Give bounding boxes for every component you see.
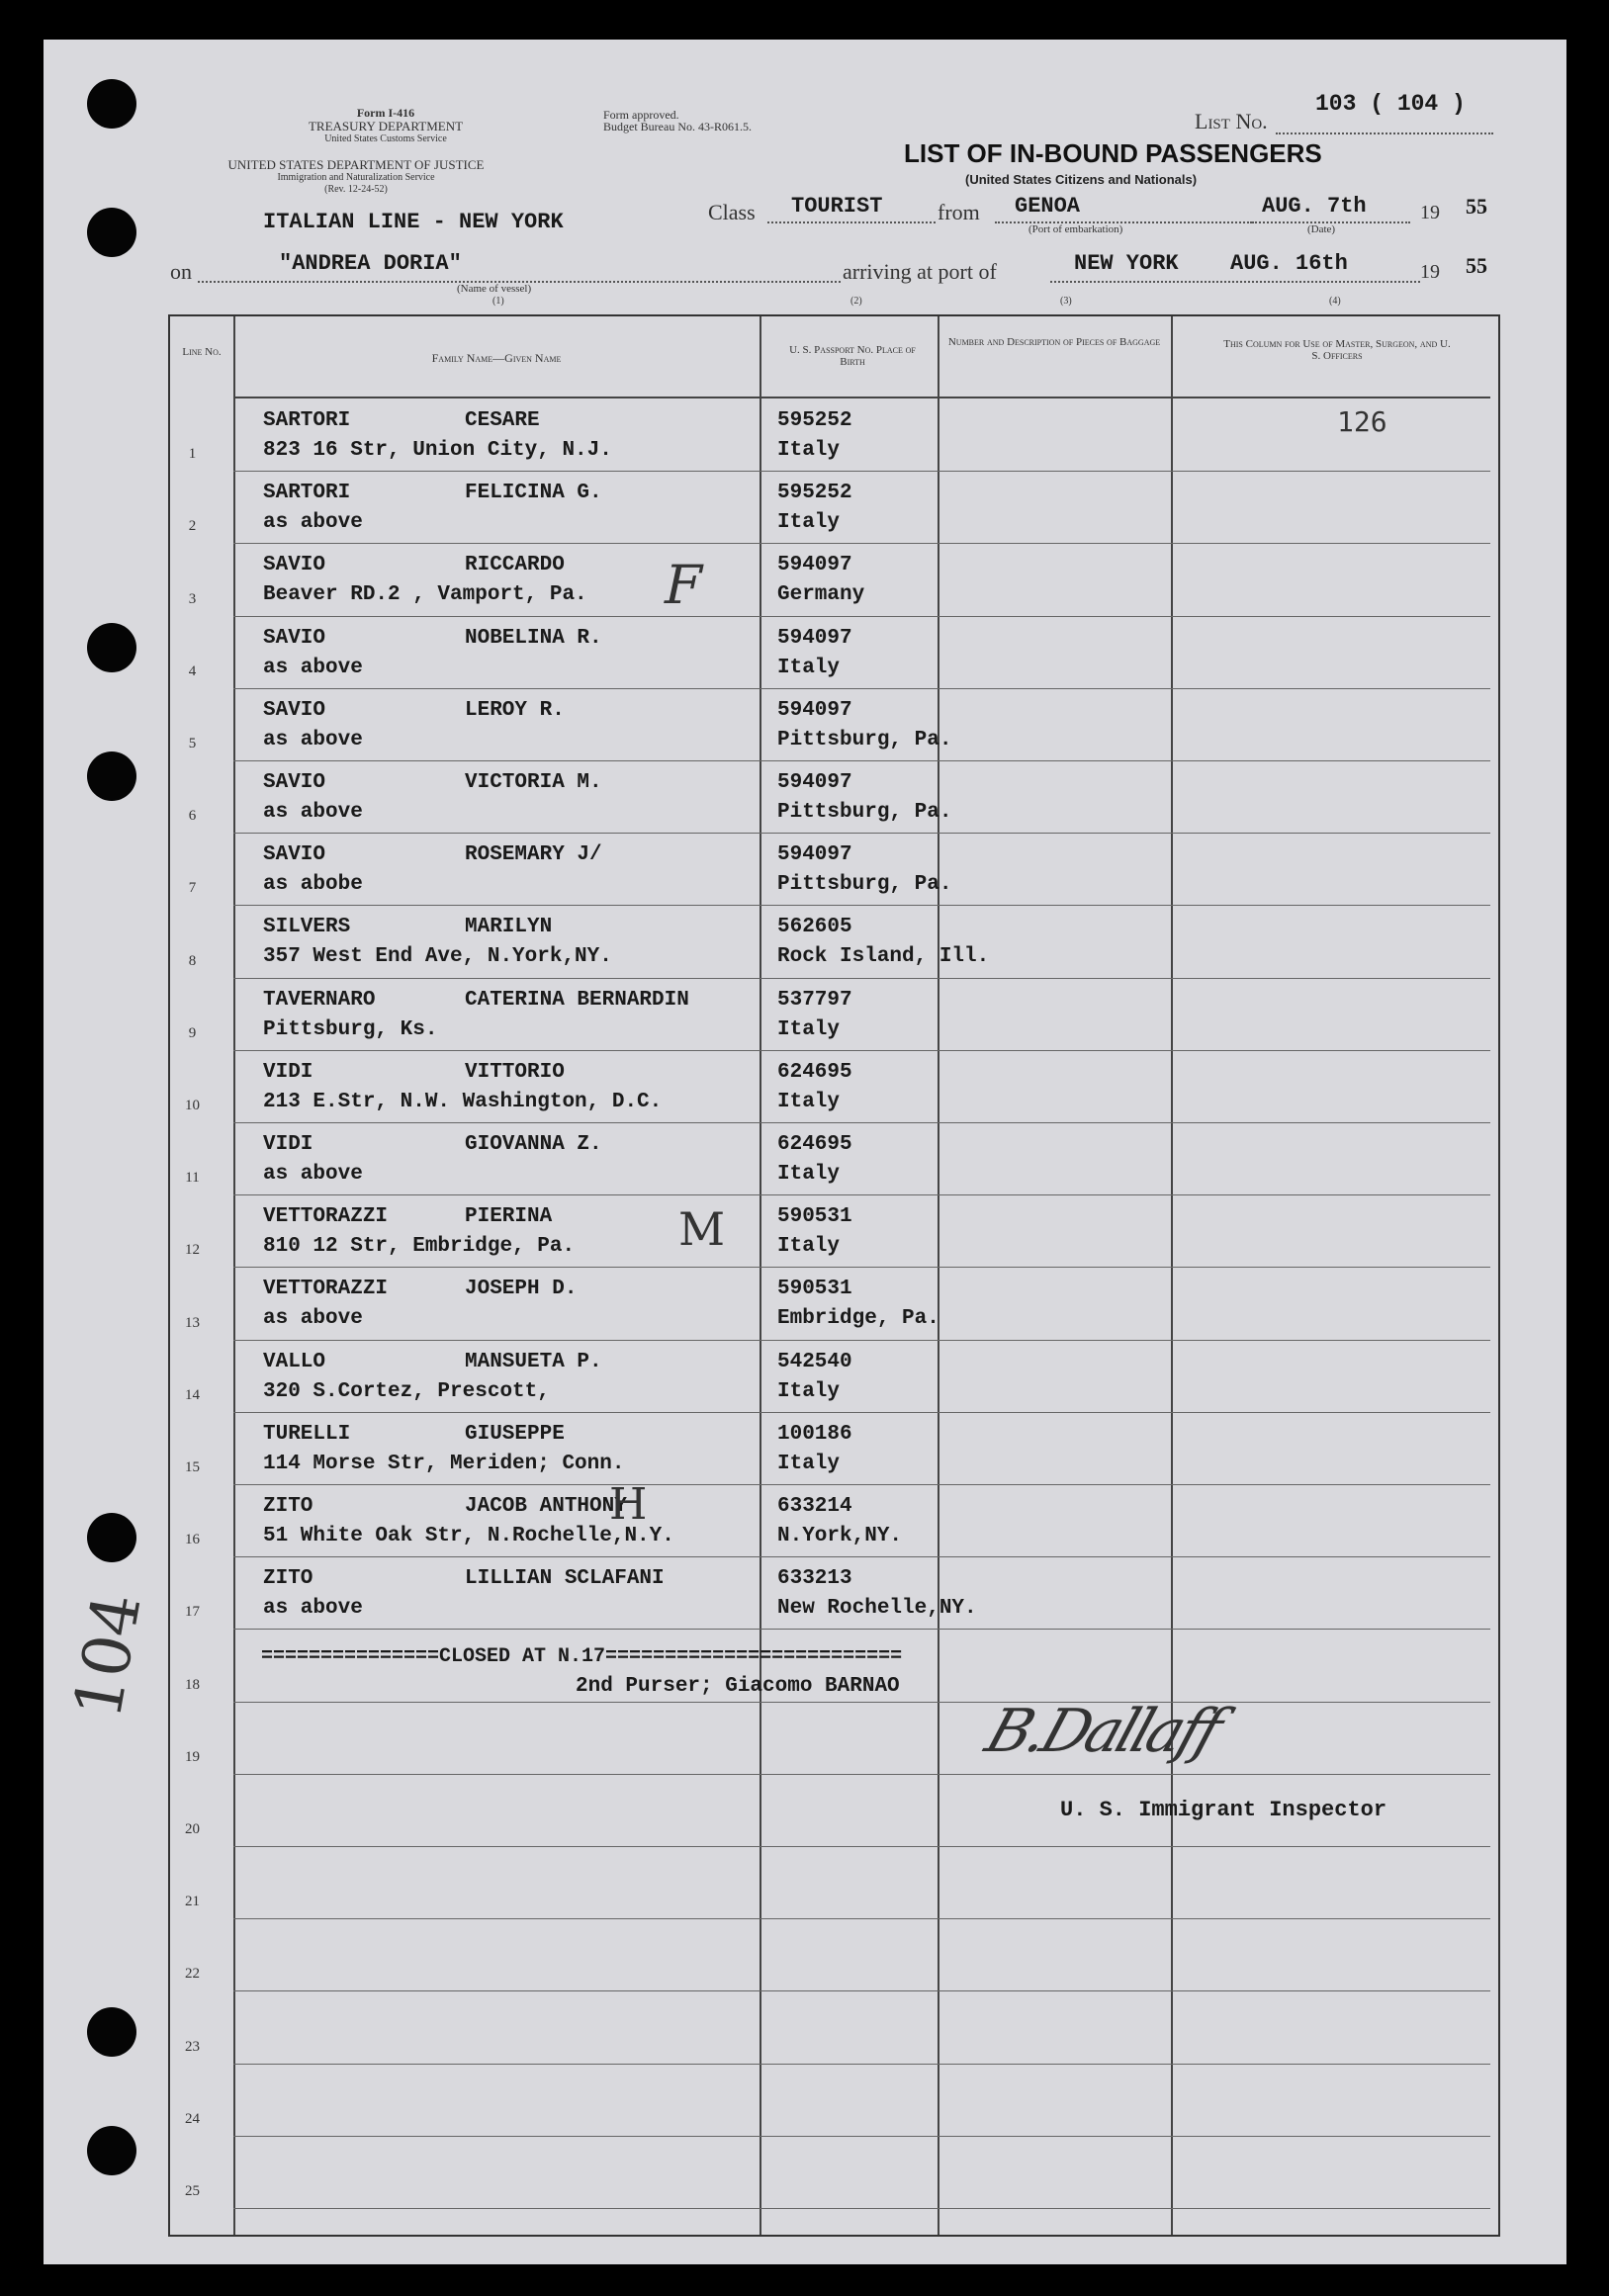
binder-hole xyxy=(87,1513,136,1562)
purser-signature: 2nd Purser; Giacomo BARNAO xyxy=(576,1675,900,1698)
line-number: 23 xyxy=(185,2038,200,2055)
place-of-birth: New Rochelle,NY. xyxy=(777,1597,977,1621)
place-of-birth: Italy xyxy=(777,1163,841,1186)
binder-hole xyxy=(87,2126,136,2175)
address: 320 S.Cortez, Prescott, xyxy=(263,1379,550,1403)
line-number: 21 xyxy=(185,1894,200,1910)
arrival-date: AUG. 16th xyxy=(1230,251,1348,276)
given-name: ROSEMARY J/ xyxy=(465,843,602,867)
form-title: LIST OF IN-BOUND PASSENGERS xyxy=(904,138,1322,168)
given-name: RICCARDO xyxy=(465,554,565,577)
family-name: SAVIO xyxy=(263,626,326,650)
table-row xyxy=(170,1051,1498,1123)
passport-number: 624695 xyxy=(777,1133,852,1156)
table-row xyxy=(170,761,1498,834)
address: as above xyxy=(263,1597,363,1621)
arrival-year: 55 xyxy=(1466,253,1487,278)
address: as above xyxy=(263,511,363,535)
handwritten-mark-h: H xyxy=(609,1479,648,1530)
line-number: 20 xyxy=(185,1820,200,1837)
table-row xyxy=(170,834,1498,906)
family-name: SAVIO xyxy=(263,771,326,794)
table-row xyxy=(170,1919,1498,1991)
inspector-signature: B.Dallaff xyxy=(977,1697,1227,1766)
address: as above xyxy=(263,801,363,824)
arriving-label: arriving at port of xyxy=(843,259,997,284)
given-name: LILLIAN SCLAFANI xyxy=(465,1567,665,1591)
place-of-birth: Italy xyxy=(777,439,841,462)
address: 823 16 Str, Union City, N.J. xyxy=(263,439,612,462)
line-number: 12 xyxy=(185,1242,200,1259)
place-of-birth: N.York,NY. xyxy=(777,1525,903,1547)
vessel-label: (Name of vessel) xyxy=(457,283,532,295)
line-number: 13 xyxy=(185,1314,200,1331)
table-row xyxy=(170,2065,1498,2137)
passport-number: 562605 xyxy=(777,916,852,939)
col-header-passport: U. S. Passport No. Place of Birth xyxy=(789,344,916,368)
margin-note: 104 xyxy=(59,1587,156,1724)
place-of-birth: Italy xyxy=(777,1017,841,1041)
inspector-title: U. S. Immigrant Inspector xyxy=(1060,1798,1387,1822)
budget-bureau: Budget Bureau No. 43-R061.5. xyxy=(603,120,752,133)
passport-number: 594097 xyxy=(777,554,852,577)
table-row xyxy=(170,1557,1498,1630)
family-name: VIDI xyxy=(263,1133,313,1156)
vessel-name: "ANDREA DORIA" xyxy=(279,251,462,276)
given-name: CESARE xyxy=(465,409,540,432)
family-name: VETTORAZZI xyxy=(263,1205,389,1229)
arrival-port: NEW YORK xyxy=(1074,251,1179,276)
line-number: 25 xyxy=(185,2182,200,2199)
family-name: ZITO xyxy=(263,1567,313,1591)
col-number-2: (2) xyxy=(850,296,862,307)
given-name: MARILYN xyxy=(465,916,553,939)
line-number: 10 xyxy=(185,1097,200,1113)
address: 51 White Oak Str, N.Rochelle,N.Y. xyxy=(263,1525,674,1547)
address: as above xyxy=(263,1307,363,1331)
line-number: 3 xyxy=(188,590,197,607)
given-name: JOSEPH D. xyxy=(465,1278,578,1301)
address: as abobe xyxy=(263,873,363,897)
travel-class: TOURIST xyxy=(791,194,883,219)
list-no: 103 ( 104 ) xyxy=(1315,91,1466,117)
line-number: 17 xyxy=(185,1604,200,1621)
passport-number: 590531 xyxy=(777,1278,852,1301)
family-name: SAVIO xyxy=(263,554,326,577)
col-header-line: Line No. xyxy=(182,346,222,358)
passport-number: 594097 xyxy=(777,626,852,650)
line-number: 7 xyxy=(188,880,197,897)
handwritten-mark-m: M xyxy=(678,1202,726,1256)
line-number: 22 xyxy=(185,1966,200,1983)
ins-service: Immigration and Naturalization Service xyxy=(277,172,435,183)
given-name: JACOB ANTHONY xyxy=(465,1495,627,1518)
family-name: TAVERNARO xyxy=(263,988,376,1012)
given-name: GIOVANNA Z. xyxy=(465,1133,602,1156)
justice-dept: UNITED STATES DEPARTMENT OF JUSTICE xyxy=(227,157,485,172)
place-of-birth: Pittsburg, Pa. xyxy=(777,873,952,897)
table-row xyxy=(170,1703,1498,1775)
address: Beaver RD.2 , Vamport, Pa. xyxy=(263,583,587,607)
customs-service: United States Customs Service xyxy=(324,133,447,144)
port-label: (Port of embarkation) xyxy=(1028,223,1123,235)
address: 810 12 Str, Embridge, Pa. xyxy=(263,1235,576,1259)
port-of-embarkation: GENOA xyxy=(1015,194,1081,219)
binder-hole xyxy=(87,208,136,257)
given-name: GIUSEPPE xyxy=(465,1422,565,1446)
col-header-name: Family Name—Given Name xyxy=(431,351,562,365)
table-row xyxy=(170,1847,1498,1919)
family-name: SAVIO xyxy=(263,698,326,722)
passport-number: 633214 xyxy=(777,1495,852,1518)
address: 213 E.Str, N.W. Washington, D.C. xyxy=(263,1090,663,1113)
family-name: VALLO xyxy=(263,1350,326,1373)
binder-hole xyxy=(87,2007,136,2057)
col-number-1: (1) xyxy=(492,296,504,307)
passport-number: 100186 xyxy=(777,1422,852,1446)
passport-number: 595252 xyxy=(777,482,852,505)
given-name: MANSUETA P. xyxy=(465,1350,602,1373)
table-row xyxy=(170,1123,1498,1195)
given-name: VITTORIO xyxy=(465,1060,565,1084)
family-name: SAVIO xyxy=(263,843,326,867)
family-name: VETTORAZZI xyxy=(263,1278,389,1301)
address: Pittsburg, Ks. xyxy=(263,1017,438,1041)
address: 114 Morse Str, Meriden; Conn. xyxy=(263,1452,625,1475)
arrival-year-prefix: 19 xyxy=(1420,261,1440,283)
passport-number: 594097 xyxy=(777,771,852,794)
passport-number: 595252 xyxy=(777,409,852,432)
family-name: SARTORI xyxy=(263,409,351,432)
given-name: CATERINA BERNARDIN xyxy=(465,988,689,1012)
date-label: (Date) xyxy=(1307,223,1336,235)
given-name: VICTORIA M. xyxy=(465,771,602,794)
family-name: VIDI xyxy=(263,1060,313,1084)
place-of-birth: Embridge, Pa. xyxy=(777,1307,939,1331)
col-number-3: (3) xyxy=(1060,296,1072,307)
binder-hole xyxy=(87,623,136,672)
line-number: 9 xyxy=(188,1024,197,1041)
form-subtitle: (United States Citizens and Nationals) xyxy=(965,172,1198,187)
line-number: 18 xyxy=(185,1676,200,1693)
line-number: 24 xyxy=(185,2110,200,2127)
line-number: 14 xyxy=(185,1386,200,1403)
table-row xyxy=(170,544,1498,616)
place-of-birth: Italy xyxy=(777,511,841,535)
table-row xyxy=(170,1485,1498,1557)
place-of-birth: Italy xyxy=(777,656,841,679)
given-name: FELICINA G. xyxy=(465,482,602,505)
table-row xyxy=(170,689,1498,761)
address: 357 West End Ave, N.York,NY. xyxy=(263,945,612,969)
place-of-birth: Pittsburg, Pa. xyxy=(777,801,952,824)
table-row xyxy=(170,1268,1498,1340)
passport-number: 542540 xyxy=(777,1350,852,1373)
table-row xyxy=(170,617,1498,689)
passport-number: 594097 xyxy=(777,843,852,867)
place-of-birth: Pittsburg, Pa. xyxy=(777,728,952,751)
on-label: on xyxy=(170,259,192,284)
place-of-birth: Italy xyxy=(777,1452,841,1475)
year-prefix: 19 xyxy=(1420,202,1440,223)
passport-number: 594097 xyxy=(777,698,852,722)
given-name: LEROY R. xyxy=(465,698,565,722)
form-number: Form I-416 xyxy=(356,106,415,120)
handwritten-mark-f: F xyxy=(658,554,709,616)
family-name: SILVERS xyxy=(263,916,351,939)
given-name: PIERINA xyxy=(465,1205,553,1229)
table-row xyxy=(170,2137,1498,2209)
table-row xyxy=(170,979,1498,1051)
passport-number: 624695 xyxy=(777,1060,852,1084)
binder-hole xyxy=(87,751,136,801)
family-name: TURELLI xyxy=(263,1422,351,1446)
place-of-birth: Italy xyxy=(777,1090,841,1113)
treasury-dept: TREASURY DEPARTMENT xyxy=(308,119,464,133)
table-row xyxy=(170,1195,1498,1268)
from-label: from xyxy=(938,200,980,224)
table-row xyxy=(170,472,1498,544)
revision: (Rev. 12-24-52) xyxy=(324,184,388,195)
place-of-birth: Italy xyxy=(777,1235,841,1259)
family-name: SARTORI xyxy=(263,482,351,505)
count-note: 126 xyxy=(1337,405,1387,438)
steamship-line: ITALIAN LINE - NEW YORK xyxy=(263,210,564,234)
col-number-4: (4) xyxy=(1329,296,1341,307)
line-number: 1 xyxy=(188,446,197,463)
departure-date: AUG. 7th xyxy=(1262,194,1367,219)
table-row xyxy=(170,1341,1498,1413)
given-name: NOBELINA R. xyxy=(465,626,602,650)
table-row xyxy=(170,1991,1498,2064)
place-of-birth: Germany xyxy=(777,583,865,607)
line-number: 16 xyxy=(185,1532,200,1548)
line-number: 11 xyxy=(185,1170,200,1187)
col-header-baggage: Number and Description of Pieces of Baggage xyxy=(947,336,1161,348)
address: as above xyxy=(263,728,363,751)
departure-year: 55 xyxy=(1466,194,1487,219)
col-header-officers: This Column for Use of Master, Surgeon, and U. S. Officers xyxy=(1223,338,1451,362)
line-number: 19 xyxy=(185,1748,200,1765)
passport-number: 537797 xyxy=(777,988,852,1012)
family-name: ZITO xyxy=(263,1495,313,1518)
list-no-label: List No. xyxy=(1195,109,1268,133)
address: as above xyxy=(263,1163,363,1186)
place-of-birth: Rock Island, Ill. xyxy=(777,945,990,969)
closing-line: ===============CLOSED AT N.17========================= xyxy=(261,1645,903,1668)
place-of-birth: Italy xyxy=(777,1379,841,1403)
passport-number: 633213 xyxy=(777,1567,852,1591)
line-number: 2 xyxy=(188,518,197,535)
table-row xyxy=(170,1413,1498,1485)
form-approved: Form approved. xyxy=(603,108,679,122)
line-number: 6 xyxy=(188,808,197,825)
passenger-table xyxy=(168,314,1500,2237)
class-label: Class xyxy=(708,200,756,224)
table-row xyxy=(170,906,1498,978)
line-number: 8 xyxy=(188,952,197,969)
binder-hole xyxy=(87,79,136,129)
line-number: 15 xyxy=(185,1458,200,1475)
passport-number: 590531 xyxy=(777,1205,852,1229)
line-number: 4 xyxy=(188,662,197,679)
address: as above xyxy=(263,656,363,679)
line-number: 5 xyxy=(188,735,197,751)
table-row xyxy=(170,399,1498,472)
